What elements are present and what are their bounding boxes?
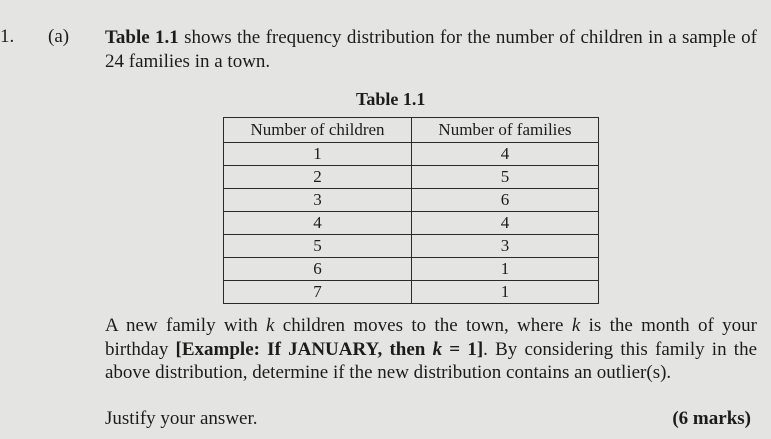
families-cell: 4	[412, 143, 599, 166]
example-text	[176, 339, 484, 360]
families-cell: 4	[412, 212, 599, 235]
children-cell: 6	[224, 258, 412, 281]
children-cell: 4	[224, 212, 412, 235]
families-cell: 6	[412, 189, 599, 212]
question-number: 1.	[0, 26, 15, 47]
families-cell: 5	[412, 166, 599, 189]
table-row	[224, 258, 599, 281]
table-row	[224, 212, 599, 235]
marks-label: (6 marks)	[672, 408, 751, 429]
table-reference: Table 1.1	[105, 27, 179, 48]
variable-k: k	[266, 315, 275, 336]
variable-k: k	[432, 338, 443, 360]
para-text-3: is the month of your birthday	[105, 315, 758, 360]
table-row	[224, 235, 599, 258]
families-cell: 3	[412, 235, 599, 258]
justify-instruction: Justify your answer.	[105, 408, 258, 429]
table-row	[224, 143, 599, 166]
example-equation: = 1]	[442, 338, 484, 360]
para-text-4: . By considering this family in the above distribution, determine if the new distribution contains an outlier(s).	[105, 338, 758, 383]
question-intro	[105, 26, 757, 74]
families-cell: 1	[412, 281, 599, 304]
table-title: Table 1.1	[356, 89, 426, 109]
header-number-of-children: Number of children	[224, 118, 412, 143]
para-text-2: children moves to the town, where	[274, 315, 572, 336]
children-cell: 7	[224, 281, 412, 304]
children-cell: 5	[224, 235, 412, 258]
para-text-1: A new family with	[105, 315, 267, 336]
variable-k: k	[571, 315, 581, 336]
children-cell: 3	[224, 189, 412, 212]
table-row	[224, 166, 599, 189]
intro-text: shows the frequency distribution for the number of children in a sample of 24 families in a town.	[105, 27, 757, 72]
table-row	[224, 189, 599, 212]
children-cell: 1	[224, 143, 412, 166]
children-cell: 2	[224, 166, 412, 189]
table-header-row	[224, 118, 599, 143]
question-part: (a)	[48, 26, 70, 47]
question-paragraph	[105, 314, 757, 385]
families-cell: 1	[412, 258, 599, 281]
frequency-table	[223, 117, 599, 304]
example-prefix: [Example: If JANUARY, then	[175, 338, 433, 360]
header-number-of-families: Number of families	[412, 118, 599, 143]
table-row	[224, 281, 599, 304]
